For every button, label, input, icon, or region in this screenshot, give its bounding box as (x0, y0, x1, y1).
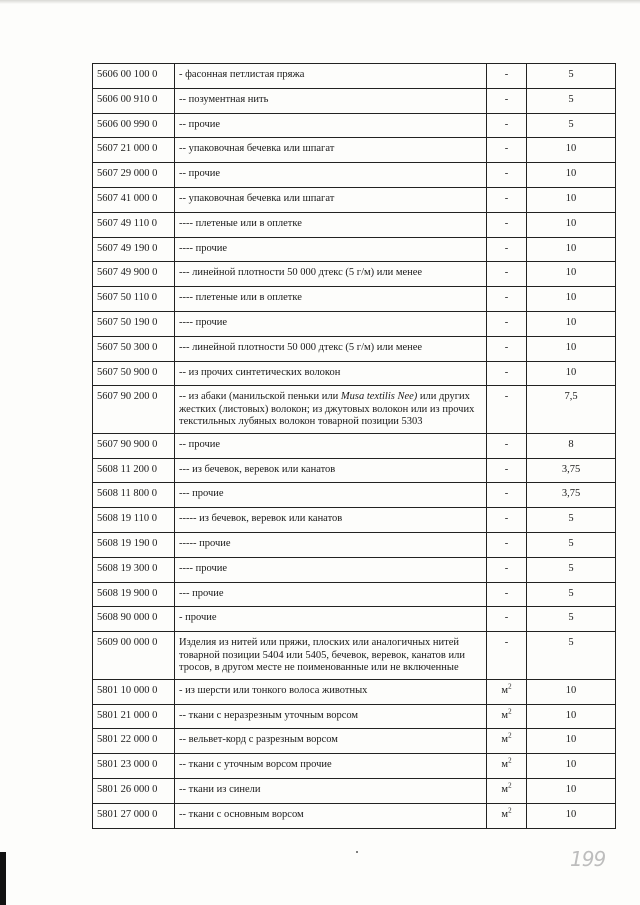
tariff-code: 5608 19 900 0 (93, 582, 175, 607)
duty-rate: 5 (527, 557, 616, 582)
unit-of-measure (487, 557, 527, 582)
unit-text: - (504, 438, 509, 450)
duty-rate: 10 (527, 336, 616, 361)
goods-description: ---- прочие (175, 311, 487, 336)
goods-description: ---- прочие (175, 237, 487, 262)
table-row (93, 311, 616, 336)
table-row (93, 557, 616, 582)
table-row (93, 64, 616, 89)
goods-description: ----- прочие (175, 533, 487, 558)
unit-text: - (504, 612, 509, 624)
unit-text: - (504, 69, 509, 80)
goods-description (175, 386, 487, 434)
tariff-code: 5607 21 000 0 (93, 138, 175, 163)
goods-description: -- позументная нить (175, 88, 487, 113)
unit-of-measure (487, 679, 527, 704)
unit-text: м (501, 684, 509, 696)
unit-text: - (504, 637, 509, 649)
unit-of-measure (487, 262, 527, 287)
unit-of-measure (487, 632, 527, 680)
unit-of-measure (487, 287, 527, 312)
goods-description: ---- плетеные или в оплетке (175, 287, 487, 312)
duty-rate: 10 (527, 262, 616, 287)
description-text: -- из абаки (манильской пеньки или (179, 391, 341, 403)
table-row (93, 754, 616, 779)
unit-of-measure (487, 113, 527, 138)
unit-text: - (504, 316, 509, 328)
table-row (93, 778, 616, 803)
goods-description: ---- прочие (175, 557, 487, 582)
duty-rate: 10 (527, 754, 616, 779)
unit-superscript: 2 (508, 781, 512, 790)
unit-text: - (504, 513, 509, 525)
goods-description: --- из бечевок, веревок или канатов (175, 458, 487, 483)
tariff-code: 5607 50 300 0 (93, 336, 175, 361)
goods-description: --- прочие (175, 582, 487, 607)
unit-text: - (504, 143, 509, 155)
tariff-code: 5607 90 900 0 (93, 433, 175, 458)
table-row (93, 679, 616, 704)
unit-of-measure (487, 64, 527, 89)
goods-description: -- упаковочная бечевка или шпагат (175, 187, 487, 212)
goods-description: --- прочие (175, 483, 487, 508)
duty-rate: 5 (527, 508, 616, 533)
table-row (93, 483, 616, 508)
unit-text: м (501, 808, 509, 820)
goods-description: -- ткани с неразрезным уточным ворсом (175, 704, 487, 729)
unit-of-measure (487, 163, 527, 188)
duty-rate: 5 (527, 632, 616, 680)
scan-edge-top (0, 0, 640, 4)
unit-text: - (504, 93, 509, 105)
tariff-table (92, 63, 616, 829)
unit-of-measure (487, 458, 527, 483)
unit-text: - (504, 292, 509, 304)
goods-description: -- из прочих синтетических волокон (175, 361, 487, 386)
duty-rate: 5 (527, 533, 616, 558)
duty-rate: 5 (527, 113, 616, 138)
goods-description: -- ткани с уточным ворсом прочие (175, 754, 487, 779)
unit-text: - (504, 267, 509, 279)
tariff-code: 5606 00 100 0 (93, 64, 175, 89)
goods-description: -- прочие (175, 113, 487, 138)
table-row (93, 607, 616, 632)
unit-of-measure (487, 187, 527, 212)
description-text: или других жестких (листовых) волокон; из джутовых волокон или из прочих текстильных лубяных волокон товарной позиции 5303 (179, 391, 475, 428)
unit-text: - (504, 463, 509, 475)
unit-text: м (501, 734, 509, 746)
unit-text: - (504, 488, 509, 500)
table-row (93, 533, 616, 558)
duty-rate: 10 (527, 803, 616, 828)
goods-description: -- упаковочная бечевка или шпагат (175, 138, 487, 163)
tariff-code: 5608 11 800 0 (93, 483, 175, 508)
table-row (93, 187, 616, 212)
unit-of-measure (487, 607, 527, 632)
unit-superscript: 2 (508, 731, 512, 740)
tariff-code: 5608 11 200 0 (93, 458, 175, 483)
duty-rate: 10 (527, 778, 616, 803)
table-row (93, 632, 616, 680)
unit-of-measure (487, 336, 527, 361)
goods-description: -- ткани из синели (175, 778, 487, 803)
goods-description: ---- плетеные или в оплетке (175, 212, 487, 237)
goods-description: -- прочие (175, 433, 487, 458)
goods-description: - из шерсти или тонкого волоса животных (175, 679, 487, 704)
goods-description: -- вельвет-корд с разрезным ворсом (175, 729, 487, 754)
tariff-code: 5606 00 910 0 (93, 88, 175, 113)
tariff-table-body (93, 64, 616, 829)
duty-rate: 3,75 (527, 458, 616, 483)
unit-text: - (504, 391, 509, 403)
unit-of-measure (487, 582, 527, 607)
duty-rate: 10 (527, 163, 616, 188)
unit-superscript: 2 (508, 707, 512, 716)
duty-rate: 5 (527, 582, 616, 607)
unit-text: - (504, 242, 509, 254)
unit-text: - (504, 538, 509, 550)
table-row (93, 361, 616, 386)
duty-rate: 8 (527, 433, 616, 458)
tariff-code: 5607 50 110 0 (93, 287, 175, 312)
tariff-code: 5607 41 000 0 (93, 187, 175, 212)
table-row (93, 729, 616, 754)
table-row (93, 582, 616, 607)
tariff-code: 5801 21 000 0 (93, 704, 175, 729)
table-row (93, 138, 616, 163)
table-row (93, 433, 616, 458)
table-row (93, 803, 616, 828)
tariff-code: 5607 29 000 0 (93, 163, 175, 188)
tariff-code: 5801 22 000 0 (93, 729, 175, 754)
unit-of-measure (487, 754, 527, 779)
unit-of-measure (487, 533, 527, 558)
unit-text: - (504, 168, 509, 180)
scan-edge-left (0, 852, 6, 905)
duty-rate: 10 (527, 361, 616, 386)
table-row (93, 88, 616, 113)
unit-of-measure (487, 311, 527, 336)
goods-description: - прочие (175, 607, 487, 632)
unit-of-measure (487, 704, 527, 729)
tariff-code: 5801 23 000 0 (93, 754, 175, 779)
goods-description: --- линейной плотности 50 000 дтекс (5 г/м) или менее (175, 336, 487, 361)
duty-rate: 7,5 (527, 386, 616, 434)
duty-rate: 10 (527, 287, 616, 312)
tariff-code: 5608 19 110 0 (93, 508, 175, 533)
table-row (93, 458, 616, 483)
duty-rate: 10 (527, 138, 616, 163)
unit-of-measure (487, 237, 527, 262)
unit-text: - (504, 562, 509, 574)
unit-of-measure (487, 803, 527, 828)
unit-of-measure (487, 212, 527, 237)
duty-rate: 5 (527, 88, 616, 113)
duty-rate: 10 (527, 212, 616, 237)
table-row (93, 336, 616, 361)
unit-superscript: 2 (508, 756, 512, 765)
unit-text: м (501, 783, 509, 795)
tariff-code: 5607 49 900 0 (93, 262, 175, 287)
unit-of-measure (487, 138, 527, 163)
unit-of-measure (487, 386, 527, 434)
unit-text: - (504, 192, 509, 204)
unit-text: м (501, 709, 509, 721)
duty-rate: 10 (527, 237, 616, 262)
unit-text: - (504, 341, 509, 353)
unit-of-measure (487, 508, 527, 533)
tariff-code: 5608 19 300 0 (93, 557, 175, 582)
tariff-code: 5607 90 200 0 (93, 386, 175, 434)
table-row (93, 237, 616, 262)
tariff-code: 5606 00 990 0 (93, 113, 175, 138)
tariff-code: 5609 00 000 0 (93, 632, 175, 680)
table-row (93, 704, 616, 729)
goods-description: -- прочие (175, 163, 487, 188)
description-latin-name: Musa textilis Nee) (340, 391, 418, 403)
unit-text: - (504, 118, 509, 130)
tariff-code: 5607 49 110 0 (93, 212, 175, 237)
unit-superscript: 2 (508, 806, 512, 815)
unit-text: м (501, 759, 509, 771)
table-row (93, 287, 616, 312)
unit-text: - (504, 366, 509, 378)
table-row (93, 262, 616, 287)
table-row (93, 508, 616, 533)
duty-rate: 10 (527, 187, 616, 212)
duty-rate: 5 (527, 64, 616, 89)
page-number: 199 (570, 847, 606, 871)
unit-of-measure (487, 433, 527, 458)
duty-rate: 10 (527, 704, 616, 729)
goods-description: --- линейной плотности 50 000 дтекс (5 г/м) или менее (175, 262, 487, 287)
table-row (93, 386, 616, 434)
tariff-code: 5801 26 000 0 (93, 778, 175, 803)
unit-text: - (504, 217, 509, 229)
unit-of-measure (487, 729, 527, 754)
unit-of-measure (487, 88, 527, 113)
tariff-code: 5607 50 190 0 (93, 311, 175, 336)
duty-rate: 10 (527, 729, 616, 754)
table-row (93, 212, 616, 237)
goods-description: ----- из бечевок, веревок или канатов (175, 508, 487, 533)
table-row (93, 113, 616, 138)
goods-description: - фасонная петлистая пряжа (175, 64, 487, 89)
duty-rate: 3,75 (527, 483, 616, 508)
tariff-code: 5608 19 190 0 (93, 533, 175, 558)
unit-of-measure (487, 778, 527, 803)
scan-dot (356, 851, 358, 853)
table-row (93, 163, 616, 188)
duty-rate: 5 (527, 607, 616, 632)
duty-rate: 10 (527, 311, 616, 336)
unit-superscript: 2 (508, 682, 512, 691)
unit-of-measure (487, 361, 527, 386)
tariff-code: 5801 10 000 0 (93, 679, 175, 704)
unit-of-measure (487, 483, 527, 508)
tariff-code: 5607 50 900 0 (93, 361, 175, 386)
unit-text: - (504, 587, 509, 599)
goods-description: Изделия из нитей или пряжи, плоских или аналогичных нитей товарной позиции 5404 или 5405, бечевок, веревок, канатов или тросов, в другом месте не поименованные или не включенные (175, 632, 487, 680)
tariff-code: 5801 27 000 0 (93, 803, 175, 828)
tariff-code: 5608 90 000 0 (93, 607, 175, 632)
goods-description: -- ткани с основным ворсом (175, 803, 487, 828)
tariff-code: 5607 49 190 0 (93, 237, 175, 262)
duty-rate: 10 (527, 679, 616, 704)
